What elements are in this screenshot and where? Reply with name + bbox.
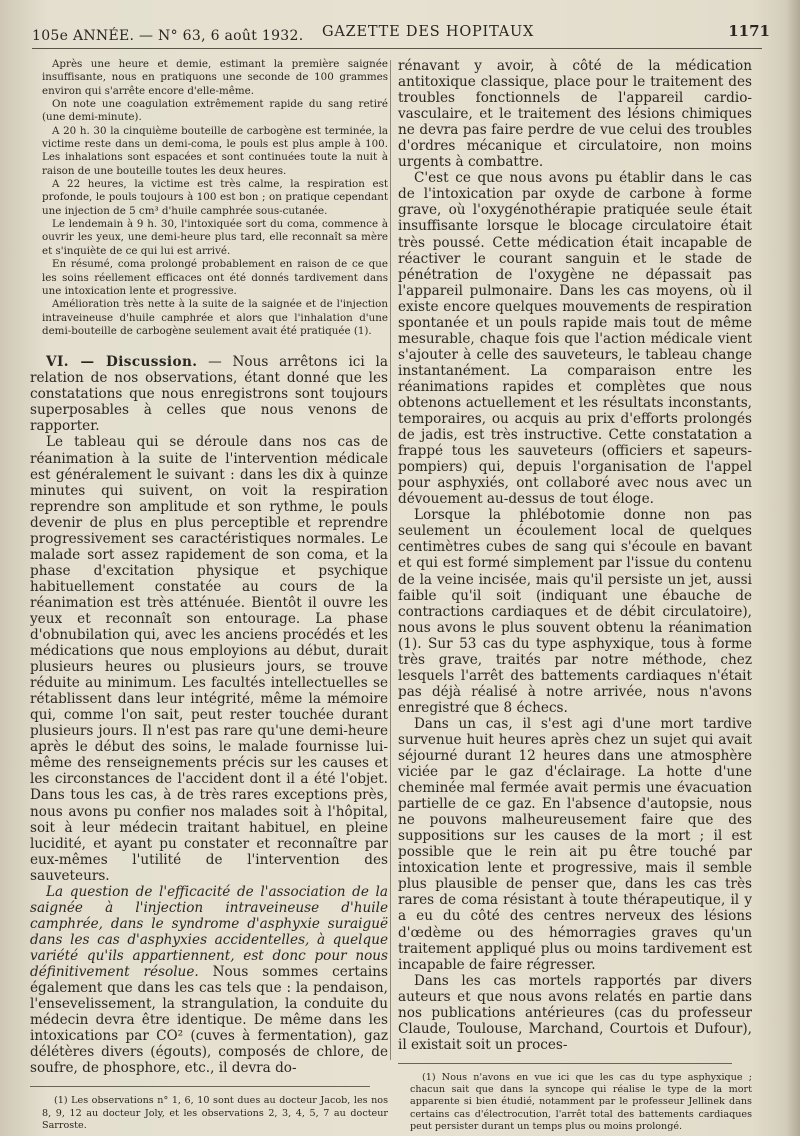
small-paragraph: Amélioration très nette à la suite de la saignée et de l'injection intraveineuse d'huile camphrée et alors que l'inhalation d'une demi-bouteille de carbogène seulement avait été pratiquée (1).: [42, 298, 388, 337]
small-paragraph: Après une heure et demie, estimant la première saignée insuffisante, nous en pratiquons une seconde de 100 grammes environ qui s'arrête encore d'elle-même.: [42, 58, 388, 97]
footnote-rule: [398, 1063, 732, 1064]
case-summary: [42, 58, 388, 338]
body-paragraph: Lorsque la phlébotomie donne non pas seulement un écoulement local de quelques centimètres cubes de sang qui s'écoule en bavant et qui est formé simplement par l'issue du contenu de la veine incisée, mais qu'il persiste un jet, aussi faible qu'il soit (indiquant une ébauche de contractions cardiaques et de débit circulatoire), nous avons le plus souvent obtenu la réanimation (1). Sur 53 cas du type asphyxique, tous à forme très grave, traités par notre méthode, chez lesquels l'arrêt des battements cardiaques n'était pas déjà réalisé à notre arrivée, nous n'avons enregistré que 8 échecs.: [398, 507, 752, 716]
page-header: [32, 22, 770, 46]
issue-info: 105e ANNÉE. — N° 63, 6 août 1932.: [32, 28, 304, 44]
italic-paragraph: La question de l'efficacité de l'association de la saignée à l'injection intraveineuse d'huile camphrée, dans le syndrome d'asphyxie suraiguë dans les cas d'asphyxies accidentelles, à quelque variété qu'ils appartiennent, est donc pour nous définitivement résolue. Nous sommes certains également que dans les cas tels que : la pendaison, l'ensevelissement, la strangulation, la conduite du médecin devra être identique. De même dans les intoxications par CO² (cuves à fermentation), gaz délétères divers (égouts), composés de chlore, de soufre, de phosphore, etc., il devra do-: [30, 883, 388, 1077]
body-paragraph: rénavant y avoir, à côté de la médication antitoxique classique, place pour le traitement des troubles fonctionnels de l'appareil cardio-vasculaire, et le traitement des lésions chimiques ne devra pas faire perdre de vue celui des troubles d'ordres mécanique et circulatoire, non moins urgents à combattre.: [398, 58, 752, 171]
footnote-rule: [30, 1086, 370, 1087]
discussion-intro: VI. — Discussion. — Nous arrêtons ici la relation de nos observations, étant donné que les constatations que nous enregistrons sont toujours superposables à celles que nous venons de rapporter.: [30, 354, 388, 435]
small-paragraph: A 20 h. 30 la cinquième bouteille de carbogène est terminée, la victime reste dans un demi-coma, le pouls est plus ample à 100. Les inhalations sont espacées et sont continuées toute la nuit à raison de une bouteille toutes les deux heures.: [42, 124, 388, 177]
footnote-right: (1) Nous n'avons en vue ici que les cas du type asphyxique ; chacun sait que dans la syncope qui réalise le type de la mort apparente si bien étudié, notamment par le professeur Jellinek dans certains cas d'électrocution, l'arrêt total des battements cardiaques peut persister durant un temps plus ou moins prolongé.: [410, 1071, 752, 1132]
header-rule: [32, 48, 762, 49]
small-paragraph: A 22 heures, la victime est très calme, la respiration est profonde, le pouls toujours à 100 est bon ; on pratique cependant une injection de 5 cm³ d'huile camphrée sous-cutanée.: [42, 178, 388, 217]
body-paragraph: Dans les cas mortels rapportés par divers auteurs et que nous avons relatés en partie dans nos publications antérieures (cas du professeur Claude, Toulouse, Marchand, Courtois et Dufour), il existait soit un proces-: [398, 972, 752, 1053]
small-paragraph: En résumé, coma prolongé probablement en raison de ce que les soins réellement efficaces ont été donnés tardivement dans une intoxication lente et progressive.: [42, 258, 388, 297]
small-paragraph: On note une coagulation extrêmement rapide du sang retiré (une demi-minute).: [42, 98, 388, 124]
page-edge-shadow: [786, 0, 800, 1136]
body-paragraph: Dans un cas, il s'est agi d'une mort tardive survenue huit heures après chez un sujet qui avait séjourné durant 12 heures dans une atmosphère viciée par le gaz d'éclairage. La hotte d'une cheminée mal fermée avait permis une évacuation partielle de ce gaz. En l'absence d'autopsie, nous ne pouvons malheureusement faire que des suppositions sur les causes de la mort ; il est possible que le rein ait pu être touché par intoxication lente et progressive, mais il semble plus plausible de penser que, dans les cas très rares de coma résistant à toute thérapeutique, il y a eu du côté des centres nerveux des lésions d'œdème ou des hémorragies graves qu'un traitement appliqué plus ou moins tardivement est incapable de faire régresser.: [398, 715, 752, 973]
page-number: 1171: [728, 22, 770, 40]
column-divider: [390, 60, 391, 1060]
left-column: [30, 58, 388, 1132]
body-paragraph: C'est ce que nous avons pu établir dans le cas de l'intoxication par oxyde de carbone à forme grave, où l'oxygénothérapie pratiquée seule était insuffisante lorsque le blocage circulatoire était très poussé. Cette médication était incapable de réactiver le courant sanguin et le stade de pénétration de l'oxygène ne dépassait pas l'appareil pulmonaire. Dans les cas moyens, où il existe encore quelques mouvements de respiration spontanée et un pouls rapide mais tout de même mesurable, chaque fois que l'action médicale vient s'ajouter à celle des sauveteurs, le tableau change instantanément. La comparaison entre les réanimations rapides et complètes que nous obtenons actuellement et les résultats inconstants, temporaires, ou acquis au prix d'efforts prolongés de jadis, est très instructive. Cette constatation a frappé tous les sauveteurs (officiers et sapeurs-pompiers) qui, depuis l'organisation de l'appel pour asphyxiés, ont collaboré avec nous avec un dévouement au-dessus de tout éloge.: [398, 170, 752, 508]
small-paragraph: Le lendemain à 9 h. 30, l'intoxiquée sort du coma, commence à ouvrir les yeux, une demi-heure plus tard, elle reconnaît sa mère et s'inquiète de ce qui lui est arrivé.: [42, 218, 388, 257]
body-paragraph: Le tableau qui se déroule dans nos cas de réanimation à la suite de l'intervention médicale est généralement le suivant : dans les dix à quinze minutes qui suivent, on voit la respiration reprendre son amplitude et son rythme, le pouls devenir de plus en plus perceptible et reprendre progressivement ses caractéristiques normales. Le malade sort assez rapidement de son coma, et la phase d'excitation physique et psychique habituellement constatée au cours de la réanimation est très atténuée. Bientôt il ouvre les yeux et reconnaît son entourage. La phase d'obnubilation qui, avec les anciens procédés et les médications que nous employions au début, durait plusieurs heures ou plusieurs jours, se trouve réduite au minimum. Les facultés intellectuelles se rétablissent dans leur intégrité, même la mémoire qui, comme l'on sait, peut rester touchée durant plusieurs jours. Il n'est pas rare qu'une demi-heure après le début des soins, le malade fournisse lui-même des renseignements précis sur les causes et les circonstances de l'accident dont il a été l'objet. Dans tous les cas, à de très rares exceptions près, nous avons pu confier nos malades soit à l'hôpital, soit à leur médecin traitant habituel, en pleine lucidité, et ayant pu constater et reconnaître par eux-mêmes l'utilité de l'intervention des sauveteurs.: [30, 434, 388, 884]
discussion-section: [30, 354, 388, 1076]
footnote-left: (1) Les observations n° 1, 6, 10 sont dues au docteur Jacob, les nos 8, 9, 12 au docteur Joly, et les observations 2, 3, 4, 5, 7 au docteur Sarroste.: [42, 1095, 388, 1131]
journal-title: GAZETTE DES HOPITAUX: [322, 24, 535, 40]
right-body: [398, 58, 752, 1053]
section-heading: VI. — Discussion.: [46, 354, 198, 371]
right-column: [398, 58, 752, 1133]
